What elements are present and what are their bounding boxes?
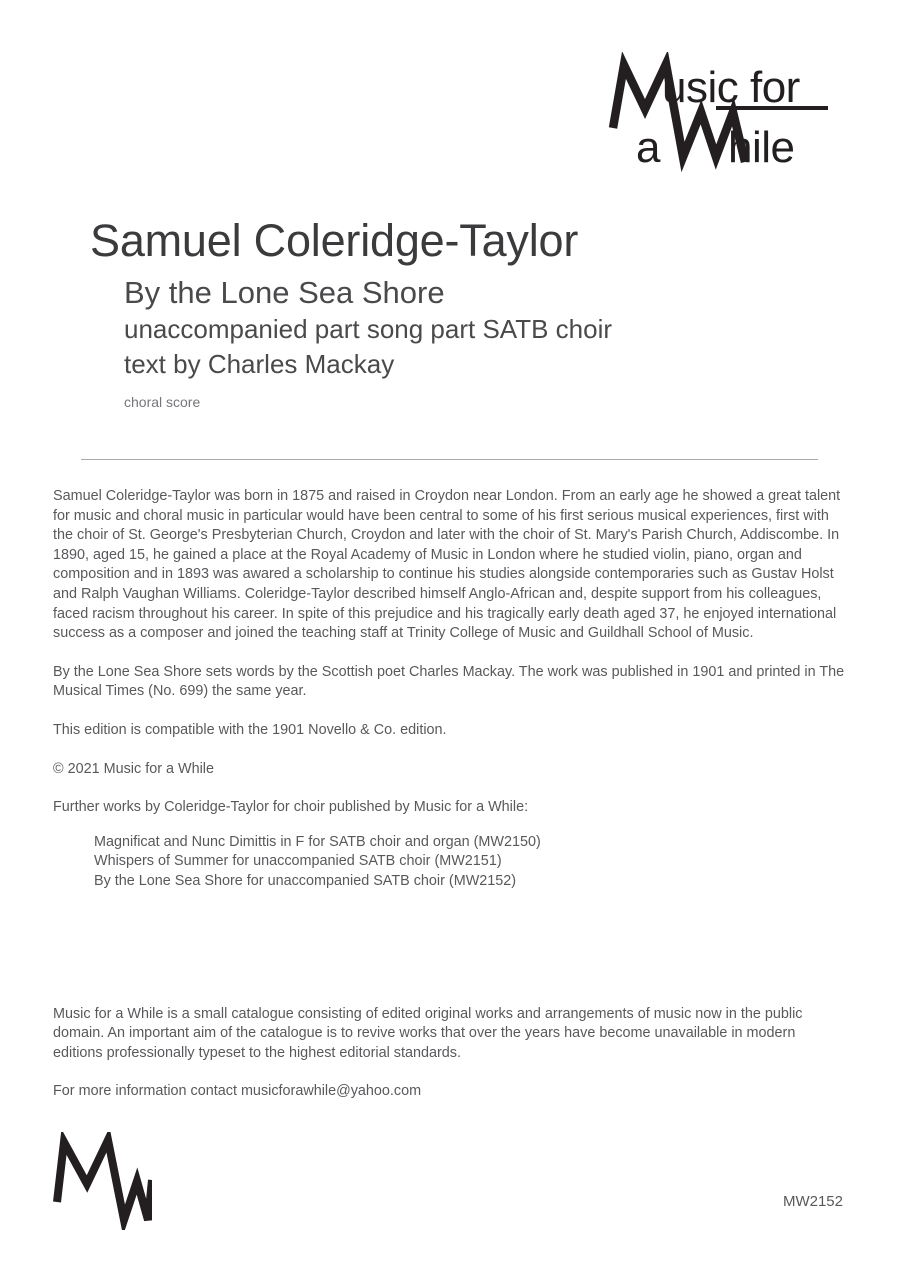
edition-note-paragraph: This edition is compatible with the 1901 Novello & Co. edition. bbox=[53, 721, 447, 738]
copyright-line: © 2021 Music for a While bbox=[53, 760, 214, 777]
work-scoring: unaccompanied part song part SATB choir bbox=[124, 314, 613, 345]
mw-monogram-icon bbox=[52, 1132, 152, 1230]
catalogue-number: MW2152 bbox=[782, 1193, 843, 1210]
music-for-a-while-logo-icon bbox=[600, 52, 850, 187]
list-item: By the Lone Sea Shore for unaccompanied SATB choir (MW2152) bbox=[94, 872, 517, 889]
work-note-paragraph: By the Lone Sea Shore sets words by the Scottish poet Charles Mackay. The work was published in 1901 and printed in The Musical Times (No. 699) the same year. bbox=[53, 663, 845, 700]
contact-line: For more information contact musicforawhile@yahoo.com bbox=[53, 1083, 422, 1100]
biography-paragraph: Samuel Coleridge-Taylor was born in 1875 and raised in Croydon near London. From an early age he showed a great talent for music and choral music in particular would have been central to some of his first serious musical experiences, first with the choir of St. George's Presbyterian Church, Croydon and later with the choir of St. Mary's Parish Church, Addiscombe. In 1890, aged 15, he gained a place at the Royal Academy of Music in London where he studied violin, piano, organ and composition and in 1893 was awared a scholarship to continue his studies alongside contemporaries such as Gustav Holst and Ralph Vaughan Williams. Coleridge-Taylor described himself Anglo-African and, despite support from his colleagues, faced racism throughout his career. In spite of this prejudice and his tragically early death aged 37, he enjoyed international success as a composer and joined the teaching staff at Trinity College of Music and Guildhall School of Music. bbox=[53, 488, 841, 642]
work-details bbox=[124, 273, 850, 410]
document-body bbox=[53, 487, 846, 1102]
score-type: choral score bbox=[124, 393, 201, 410]
catalogue-blurb-paragraph: Music for a While is a small catalogue consisting of edited original works and arrangements of music now in the public domain. An important aim of the catalogue is to revive works that over the years have become unavailable in modern editions professionally typeset to the highest editorial standards. bbox=[53, 1005, 803, 1061]
svg-text:a: a bbox=[636, 123, 661, 172]
footer-logo-mark bbox=[52, 1132, 152, 1230]
list-item: Whispers of Summer for unaccompanied SATB choir (MW2151) bbox=[94, 853, 502, 870]
list-item: Magnificat and Nunc Dimittis in F for SATB choir and organ (MW2150) bbox=[94, 833, 541, 850]
title-block bbox=[90, 215, 850, 410]
work-title: By the Lone Sea Shore bbox=[124, 274, 445, 310]
work-text-source: text by Charles Mackay bbox=[124, 348, 395, 379]
further-works-list bbox=[94, 833, 846, 892]
composer-name: Samuel Coleridge-Taylor bbox=[90, 215, 579, 266]
svg-text:usic for: usic for bbox=[662, 63, 800, 112]
horizontal-rule bbox=[81, 459, 818, 460]
further-works-heading: Further works by Coleridge-Taylor for choir published by Music for a While: bbox=[53, 799, 529, 816]
svg-text:hile: hile bbox=[728, 123, 795, 172]
publisher-logo bbox=[600, 52, 850, 187]
